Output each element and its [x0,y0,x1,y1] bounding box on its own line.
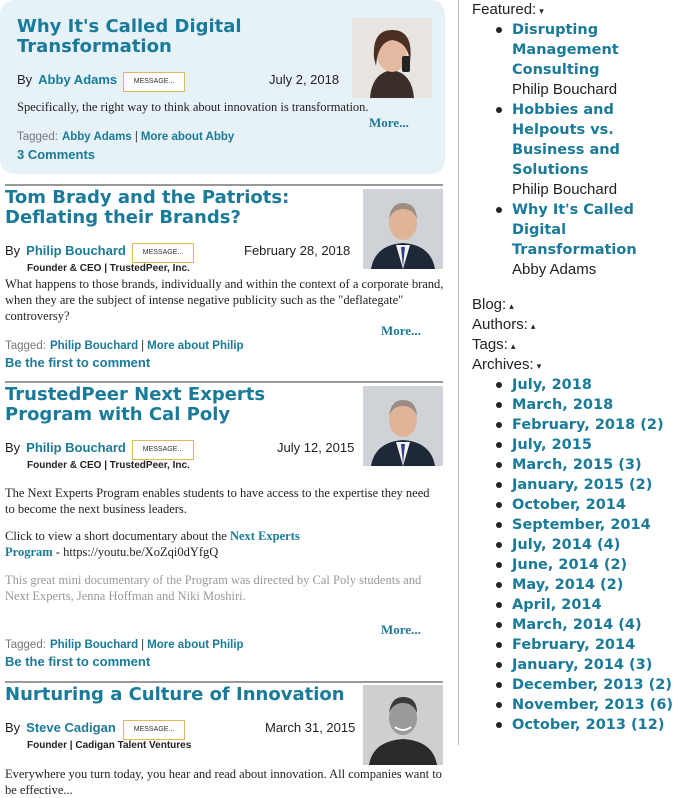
archives-list [472,375,673,735]
archive-item[interactable] [472,515,673,535]
excerpt-text: Click to view a short documentary about the [5,529,230,543]
message-button[interactable]: MESSAGE... [123,72,185,92]
archive-link[interactable]: October, 2014 [512,497,626,513]
archive-link[interactable]: July, 2014 (4) [512,537,621,553]
more-about-link[interactable]: More about Abby [140,131,235,143]
archive-link[interactable]: March, 2015 (3) [512,457,642,473]
archive-item[interactable] [472,715,673,735]
caret-up-icon: ▴ [509,301,514,311]
blog-label: Blog: [472,296,507,313]
tagged-label: Tagged: [17,131,58,143]
blog-post-card [0,186,445,376]
archive-item[interactable] [472,615,673,635]
by-label: By [5,243,21,258]
bullet-icon [496,562,502,568]
post-title[interactable]: Why It's Called Digital Transformation [17,16,242,57]
bullet-icon [496,107,502,113]
bullet-icon [496,602,502,608]
archive-link[interactable]: April, 2014 [512,597,602,613]
author-role: Founder | Cadigan Talent Ventures [27,740,192,751]
featured-author: Philip Bouchard [512,181,618,198]
featured-title-link[interactable]: Why It's Called Digital Transformation [512,202,637,258]
featured-title-link[interactable]: Hobbies and Helpouts vs. Business and Solutions [512,102,620,178]
archive-item[interactable] [472,495,673,515]
archive-item[interactable] [472,475,673,495]
featured-item [472,200,672,280]
post-date: March 31, 2015 [265,720,356,735]
archive-link[interactable]: January, 2015 (2) [512,477,653,493]
archive-item[interactable] [472,555,673,575]
bullet-icon [496,207,502,213]
featured-title-link[interactable]: Disrupting Management Consulting [512,22,619,78]
message-button[interactable]: MESSAGE... [123,720,185,740]
archive-item[interactable] [472,435,673,455]
archive-link[interactable]: September, 2014 [512,517,651,533]
featured-list [472,20,672,280]
post-title[interactable]: Tom Brady and the Patriots: Deflating their Brands? [5,187,290,228]
post-date: July 12, 2015 [277,440,355,455]
archive-link[interactable]: January, 2014 (3) [512,657,653,673]
bullet-icon [496,502,502,508]
caret-up-icon: ▴ [530,321,536,331]
comments-link[interactable]: 3 Comments [17,147,96,162]
authors-toggle[interactable] [472,316,535,333]
more-link[interactable]: More... [369,115,409,130]
blog-post-card [0,683,445,797]
bullet-icon [496,642,502,648]
author-role: Founder & CEO | TrustedPeer, Inc. [27,263,190,274]
bullet-icon [496,442,502,448]
tag-author-link[interactable]: Abby Adams [61,131,132,143]
message-button[interactable]: MESSAGE... [132,440,194,460]
post-excerpt: Everywhere you turn today, you hear and read about innovation. All companies want to be effective... [5,767,442,797]
separator: | [134,131,138,143]
archive-link[interactable]: October, 2013 (12) [512,717,665,733]
blog-toggle[interactable] [472,296,514,313]
archive-item[interactable] [472,455,673,475]
more-link[interactable]: More... [381,622,421,637]
author-link[interactable]: Philip Bouchard [26,243,126,258]
tag-author-link[interactable]: Philip Bouchard [49,340,139,352]
next-experts-link[interactable]: Next Experts Program [5,529,300,559]
archives-label: Archives: [472,356,534,373]
comments-link[interactable]: Be the first to comment [5,654,151,669]
tagged-label: Tagged: [5,639,46,651]
byline [5,720,116,735]
archive-link[interactable]: May, 2014 (2) [512,577,624,593]
message-button[interactable]: MESSAGE... [132,243,194,263]
caret-down-icon: ▾ [536,361,542,371]
byline [5,243,126,258]
archive-item[interactable] [472,575,673,595]
archive-link[interactable]: March, 2014 (4) [512,617,642,633]
author-photo[interactable] [363,189,443,269]
post-excerpt-video [5,528,315,560]
archive-item[interactable] [472,695,673,715]
bullet-icon [496,582,502,588]
authors-label: Authors: [472,316,528,333]
more-about-link[interactable]: More about Philip [147,639,244,651]
author-photo[interactable] [363,685,443,765]
archive-link[interactable]: February, 2014 [512,637,636,653]
bullet-icon [496,402,502,408]
post-title[interactable]: Nurturing a Culture of Innovation [5,684,345,705]
blog-post-card [0,383,445,678]
author-link[interactable]: Steve Cadigan [26,720,116,735]
bullet-icon [496,662,502,668]
bullet-icon [496,422,502,428]
archive-link[interactable]: July, 2015 [512,437,592,453]
featured-label: Featured: [472,1,537,18]
archive-link[interactable]: December, 2013 (2) [512,677,672,693]
archive-link[interactable]: July, 2018 [512,377,592,393]
tag-line [17,131,234,143]
caret-down-icon: ▾ [539,6,544,16]
column-divider [458,0,459,745]
post-title[interactable]: TrustedPeer Next Experts Program with Cal Poly [5,384,266,425]
archives-toggle[interactable] [472,356,541,373]
by-label: By [17,72,33,87]
bullet-icon [496,27,502,33]
excerpt-text: - https://youtu.be/XoZqi0dYfgQ [52,545,219,559]
featured-item [472,20,672,100]
blog-post-card [0,0,445,174]
sidebar [472,0,672,787]
tags-toggle[interactable] [472,336,515,353]
author-role: Founder & CEO | TrustedPeer, Inc. [27,460,190,471]
featured-author: Philip Bouchard [512,81,618,98]
tag-line [5,639,244,651]
more-link[interactable]: More... [381,323,421,338]
separator: | [141,340,145,352]
tag-line [5,340,244,352]
more-about-link[interactable]: More about Philip [147,340,244,352]
archive-item[interactable] [472,595,673,615]
archive-item[interactable] [472,395,673,415]
bullet-icon [496,462,502,468]
bullet-icon [496,482,502,488]
author-photo[interactable] [363,386,443,466]
post-date: July 2, 2018 [269,72,340,87]
comments-link[interactable]: Be the first to comment [5,355,151,370]
caret-up-icon: ▴ [510,341,516,351]
bullet-icon [496,522,502,528]
bullet-icon [496,722,502,728]
post-excerpt: Specifically, the right way to think about innovation is transformation. [17,100,369,114]
author-photo[interactable] [352,18,432,98]
featured-item [472,100,672,200]
tagged-label: Tagged: [5,340,46,352]
bullet-icon [496,622,502,628]
archive-item[interactable] [472,535,673,555]
post-excerpt-faded: This great mini documentary of the Program was directed by Cal Poly students and Next Experts, Jenna Hoffman and Niki Moshiri. [5,573,422,603]
archive-item[interactable] [472,635,673,655]
archive-link[interactable]: March, 2018 [512,397,614,413]
archive-link[interactable]: November, 2013 (6) [512,697,673,713]
archive-link[interactable]: June, 2014 (2) [512,557,628,573]
byline [5,440,126,455]
archive-item[interactable] [472,675,673,695]
post-excerpt: What happens to those brands, individually and within the context of a corporate brand, when they are the subject of intense negative publicity such as the "deflategate" controversy? [5,277,444,323]
archive-item[interactable] [472,375,673,395]
bullet-icon [496,382,502,388]
separator: | [141,639,145,651]
featured-author: Abby Adams [512,261,597,278]
archive-link[interactable]: February, 2018 (2) [512,417,664,433]
bullet-icon [496,682,502,688]
by-label: By [5,440,21,455]
tags-label: Tags: [472,336,508,353]
featured-toggle[interactable] [472,1,544,18]
byline [17,72,117,87]
post-date: February 28, 2018 [244,243,351,258]
bullet-icon [496,702,502,708]
post-excerpt: The Next Experts Program enables students to have access to the expertise they need to become the next business leaders. [5,486,430,516]
by-label: By [5,720,21,735]
author-link[interactable]: Philip Bouchard [26,440,126,455]
author-link[interactable]: Abby Adams [38,72,118,87]
tag-author-link[interactable]: Philip Bouchard [49,639,139,651]
archive-item[interactable] [472,415,673,435]
bullet-icon [496,542,502,548]
archive-item[interactable] [472,655,673,675]
